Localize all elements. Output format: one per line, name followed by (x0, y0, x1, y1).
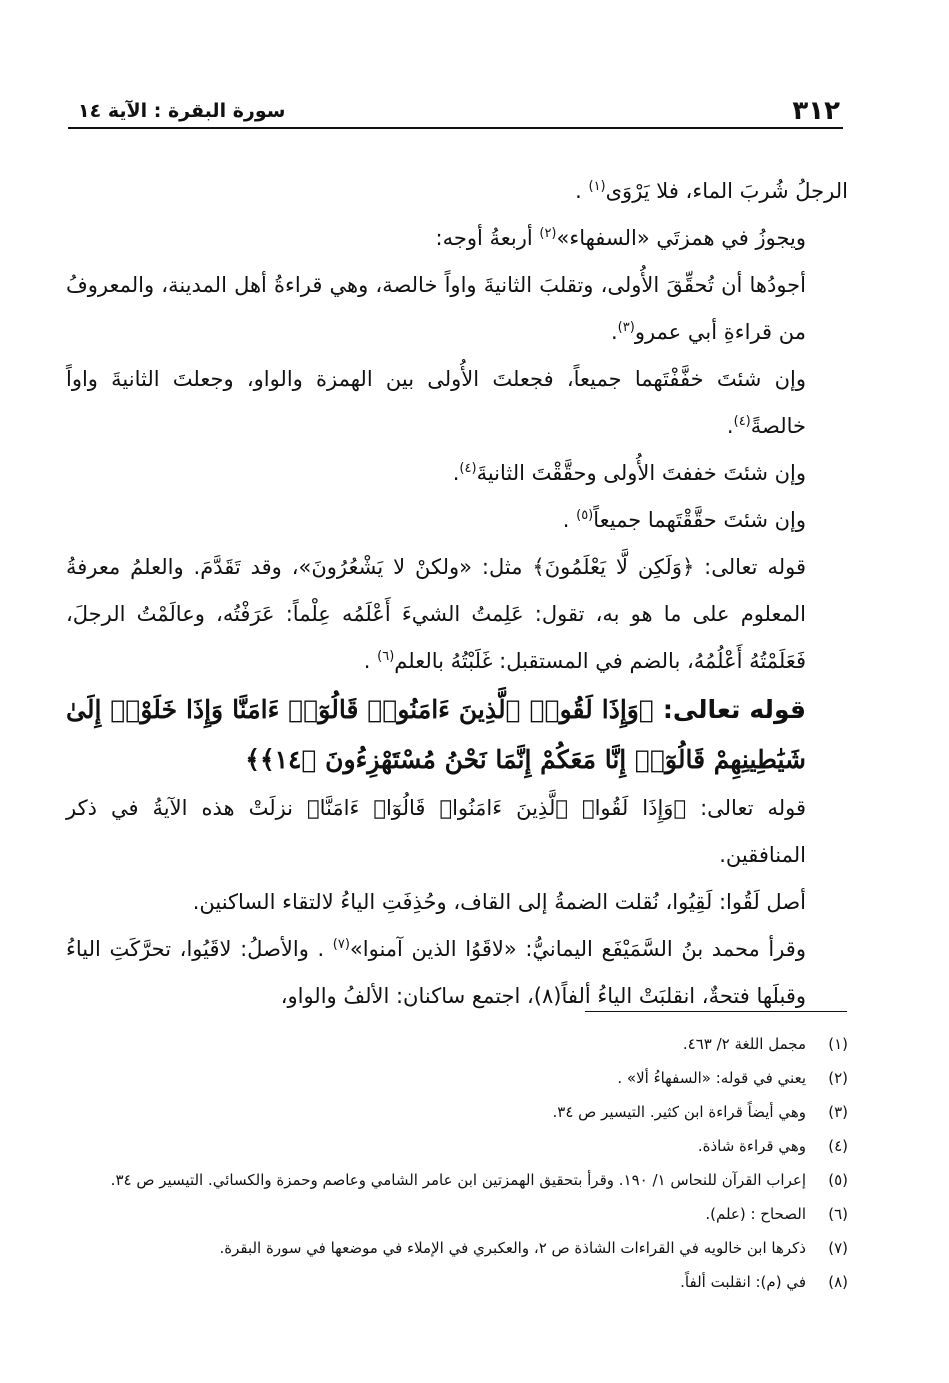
footnote-text: الصحاح : (علم). (705, 1205, 806, 1223)
footnote-ref[interactable]: (٤) (733, 414, 751, 429)
verse-label: قوله تعالى: (662, 695, 806, 724)
footnote-number: (٢) (828, 1069, 848, 1087)
footnote-ref[interactable]: (٢) (539, 226, 557, 241)
footnote-number: (١) (828, 1035, 848, 1053)
footnotes (66, 1027, 848, 1299)
main-text (66, 168, 848, 1020)
paragraph: وإن شئتَ خفَّفْتَهما جميعاً، فجعلتَ الأُولى بين الهمزة والواو، وجعلتَ الثانيةَ واواً خالصةً$^{(٤)}$. (66, 367, 806, 438)
footnote-number: (٨) (828, 1273, 848, 1291)
footnote (66, 1061, 848, 1095)
footnote-number: (٥) (828, 1171, 848, 1189)
paragraph: ويجوزُ في همزتَي «السفهاء»$^{(٢)}$ أربعةُ أوجه: (435, 226, 806, 250)
footnote-ref[interactable]: (٦) (377, 649, 395, 664)
footnote-number: (٤) (828, 1137, 848, 1155)
paragraph: وإن شئتَ خففتَ الأُولى وحقَّقْتَ الثانيةَ$^{(٤)}$. (452, 461, 806, 485)
verse-heading (66, 685, 848, 785)
footnote-ref[interactable]: (٣) (617, 320, 635, 335)
footnote-text: وهي قراءة شاذة. (697, 1137, 806, 1155)
footnote (66, 1265, 848, 1299)
paragraph: قوله تعالى: ﴿وَلَكِن لَّا يَعْلَمُونَ﴾ مثل: «ولكنْ لا يَشْعُرُونَ»، وقد تَقَدَّمَ. والعلمُ معرفةُ المعلوم على ما هو به، تقول: عَلِمتُ الشيءَ أَعْلَمُه عِلْماً: عَرَفْتُه، وعالَمْتُ الرجلَ، فَعَلَمْتُهُ أَعْلُمُهُ، بالضم في المستقبل: غَلَبْتُهُ بالعلم$^{(٦)}$ . (66, 555, 806, 673)
paragraph: أجودُها أن تُحقِّقَ الأُولى، وتقلبَ الثانيةَ واواً خالصة، وهي قراءةُ أهل المدينة، والمعروفُ من قراءةِ أبي عمرو$^{(٣)}$. (66, 273, 806, 344)
footnote-text: يعني في قوله: «السفهاءُ ألا» . (617, 1069, 806, 1087)
footnote (66, 1129, 848, 1163)
paragraph: وإن شئتَ حقَّقْتَهما جميعاً$^{(٥)}$ . (562, 508, 806, 532)
footnote-number: (٦) (828, 1205, 848, 1223)
page-number: ٣١٢ (792, 96, 840, 126)
paragraph: قوله تعالى: ﴿وَإِذَا لَقُوا۟ ٱلَّذِينَ ءَامَنُوا۟ قَالُوٓا۟ ءَامَنَّا﴾ نزلَتْ هذه الآيةُ في ذكر المنافقين. (66, 796, 806, 867)
paragraph: الرجلُ شُربَ الماء، فلا يَرْوَى$^{(١)}$ . (575, 179, 848, 203)
footnote-rule (585, 1011, 847, 1012)
paragraph: أصل لَقُوا: لَقِيُوا، نُقلت الضمةُ إلى القاف، وحُذِفَتِ الياءُ لالتقاء الساكنين. (192, 890, 806, 914)
footnote-number: (٣) (828, 1103, 848, 1121)
footnote-text: مجمل اللغة ٢/ ٤٦٣. (682, 1035, 806, 1053)
footnote-number: (٧) (828, 1239, 848, 1257)
footnote-text: وهي أيضاً قراءة ابن كثير. التيسير ص ٣٤. (552, 1103, 806, 1121)
footnote-text: ذكرها ابن خالويه في القراءات الشاذة ص ٢، والعكبري في الإملاء في موضعها في سورة البقرة. (219, 1239, 806, 1257)
page-header (68, 96, 840, 130)
quran-verse: ﴿وَإِذَا لَقُوا۟ ٱلَّذِينَ ءَامَنُوا۟ قَالُوٓا۟ ءَامَنَّا وَإِذَا خَلَوْا۟ إِلَىٰ شَيَٰطِينِهِمْ قَالُوٓا۟ إِنَّا مَعَكُمْ إِنَّمَا نَحْنُ مُسْتَهْزِءُونَ ﴿١٤﴾﴾ (66, 695, 806, 774)
footnote-ref[interactable]: (٤) (459, 461, 477, 476)
footnote (66, 1095, 848, 1129)
header-rule (68, 127, 843, 129)
footnote-ref[interactable]: (٥) (576, 508, 594, 523)
footnote (66, 1231, 848, 1265)
running-title: سورة البقرة : الآية ١٤ (78, 100, 286, 122)
footnote-text: في (م): انقلبت ألفاً. (680, 1273, 806, 1291)
footnote-text: إعراب القرآن للنحاس ١/ ١٩٠. وقرأ بتحقيق الهمزتين ابن عامر الشامي وعاصم وحمزة والكسائي. التيسير ص ٣٤. (110, 1171, 806, 1189)
footnote (66, 1197, 848, 1231)
footnote-ref[interactable]: (٧) (332, 937, 350, 952)
footnote (66, 1027, 848, 1061)
paragraph: وقرأ محمد بنُ السَّمَيْفَع اليمانيُّ: «لاقَوُا الذين آمنوا»$^{(٧)}$ . والأصلُ: لاقَيُوا، تحرَّكَتِ الياءُ وقبلَها فتحةٌ، انقلبَتْ الياءُ ألفاً(٨)، اجتمع ساكنان: الألفُ والواو، (66, 937, 806, 1008)
footnote-ref[interactable]: (١) (588, 179, 606, 194)
footnote (66, 1163, 848, 1197)
